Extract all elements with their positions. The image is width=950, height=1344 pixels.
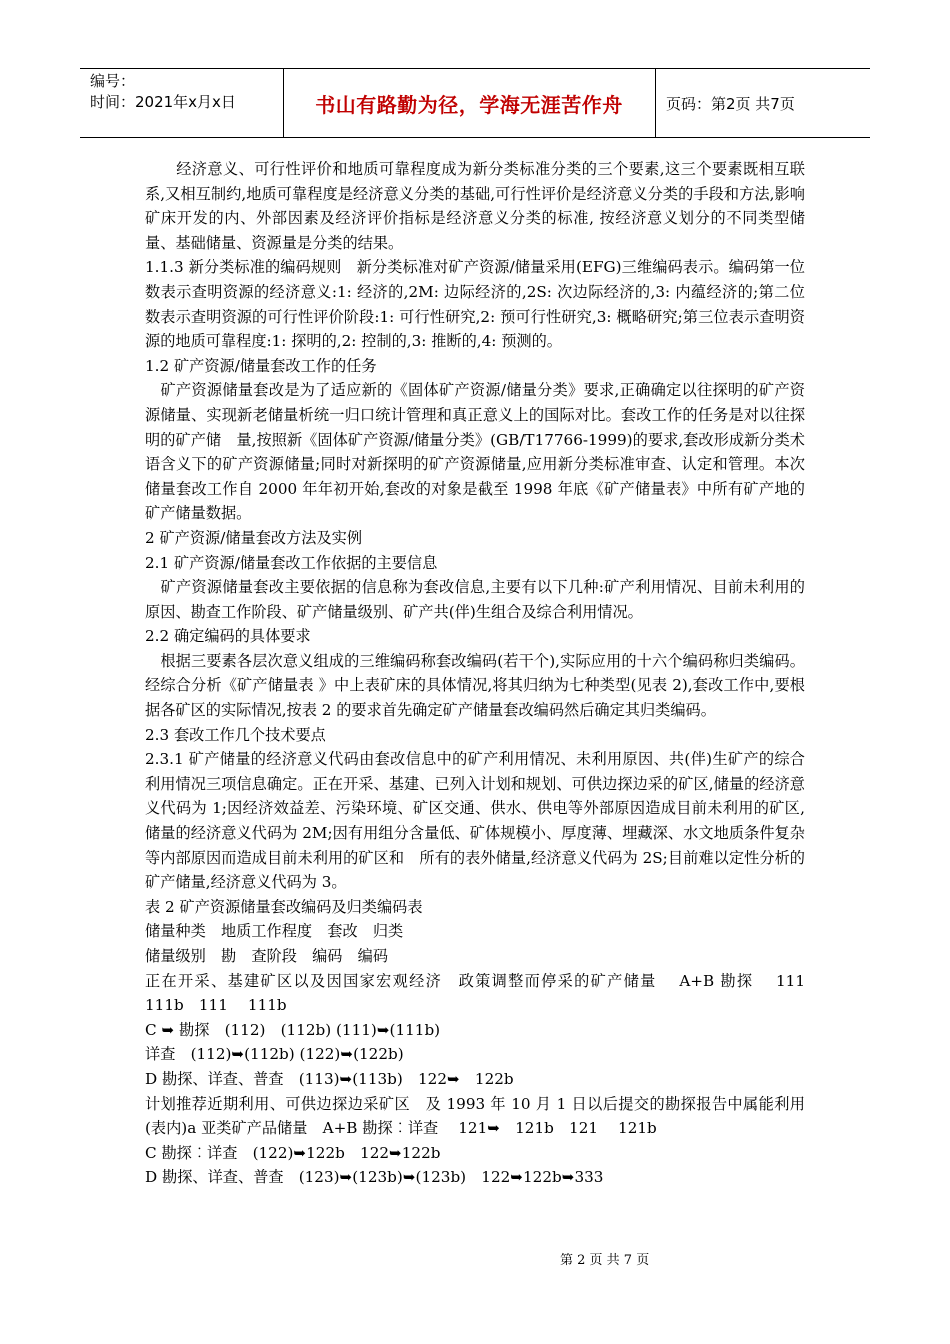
table-header-row-1: 储量种类 地质工作程度 套改 归类	[145, 922, 404, 941]
table-row: 详查 (112)➥(112b) (122)➥(122b)	[145, 1045, 404, 1064]
page-header	[80, 68, 870, 138]
section-heading-2-1: 2.1 矿产资源/储量套改工作依据的主要信息	[145, 553, 438, 572]
section-heading-2-3: 2.3 套改工作几个技术要点	[145, 725, 326, 744]
paragraph-task: 矿产资源储量套改是为了适应新的《固体矿产资源/储量分类》要求,正确确定以往探明的矿产资源储量、实现新老储量析统一归口统计管理和真正意义上的国际对比。套改工作的任务是对以往探明的矿产储 量,按照新《固体矿产资源/储量分类》(GB/T17766-1999)的要求,套改形成新分类术语含义下的矿产资源储量;同时对新探明的矿产资源储量,应用新分类标准审查、认定和管理。本次储量套改工作自 2000 年年初开始,套改的对象是截至 1998 年底《矿产储量表》中所有矿产地的矿产储量数据。	[145, 381, 805, 523]
header-motto: 书山有路勤为径，学海无涯苦作舟	[315, 92, 623, 117]
section-heading-2: 2 矿产资源/储量套改方法及实例	[145, 528, 363, 547]
table-row: C 勘探︰详查 (122)➥122b 122➥122b	[145, 1143, 441, 1162]
paragraph-intro: 经济意义、可行性评价和地质可靠程度成为新分类标准分类的三个要素,这三个要素既相互联系,又相互制约,地质可靠程度是经济意义分类的基础,可行性评价是经济意义分类的手段和方法,影响矿床开发的内、外部因素及经济评价指标是经济意义分类的标准, 按经济意义划分的不同类型储量、基础储量、资源量是分类的结果。	[145, 160, 805, 252]
table-header-row-2: 储量级别 勘 查阶段 编码 编码	[145, 947, 388, 965]
table-row: 计划推荐近期利用、可供边探边采矿区 及 1993 年 10 月 1 日以后提交的勘探报告中属能利用(表内)a 亚类矿产品储量 A+B 勘探︰详查 121➥ 121b 121 121b	[145, 1094, 805, 1138]
header-divider-right	[655, 69, 656, 137]
paragraph-coding-rules: 1.1.3 新分类标准的编码规则 新分类标准对矿产资源/储量采用(EFG)三维编码表示。编码第一位数表示查明资源的经济意义:1: 经济的,2M: 边际经济的,2S: 次边际经济的,3: 内蕴经济的;第二位数表示查明资源的可行性评价阶段:1: 可行性研究,2: 预可行性研究,3: 概略研究;第三位表示查明资源的地质可靠程度:1: 探明的,2: 控制的,3: 推断的,4: 预测的。	[145, 258, 805, 351]
table-row: 正在开采、基建矿区以及因国家宏观经济 政策调整而停采的矿产储量 A+B 勘探 111 111b 111 111b	[145, 971, 826, 1015]
section-heading-1-2: 1.2 矿产资源/储量套改工作的任务	[145, 356, 377, 375]
document-number-label: 编号：	[90, 72, 136, 90]
document-body	[145, 157, 826, 1190]
header-meta	[90, 71, 280, 113]
document-date-label: 时间：2021年x月x日	[90, 93, 236, 111]
table-row: D 勘探、详查、普查 (123)➥(123b)➥(123b) 122➥122b➥333	[145, 1168, 604, 1187]
paragraph-technical-points: 2.3.1 矿产储量的经济意义代码由套改信息中的矿产利用情况、未利用原因、共(伴)生矿产的综合利用情况三项信息确定。正在开采、基建、已列入计划和规划、可供边探边采的矿区,储量的经济意义代码为 1;因经济效益差、污染环境、矿区交通、供水、供电等外部原因造成目前未利用的矿区,储量的经济意义代码为 2M;因有用组分含量低、矿体规模小、厚度薄、埋藏深、水文地质条件复杂等内部原因而造成目前未利用的矿区和 所有的表外储量,经济意义代码为 2S;目前难以定性分析的矿产储量,经济意义代码为 3。	[145, 750, 805, 892]
table-caption: 表 2 矿产资源储量套改编码及归类编码表	[145, 897, 423, 916]
paragraph-coding-requirements: 根据三要素各层次意义组成的三维编码称套改编码(若干个),实际应用的十六个编码称归类编码。经综合分析《矿产储量表 》中上表矿床的具体情况,将其归纳为七种类型(见表 2),套改工作中,要根据各矿区的实际情况,按表 2 的要求首先确定矿产储量套改编码然后确定其归类编码。	[145, 651, 805, 720]
table-row: C ➥ 勘探 (112) (112b) (111)➥(111b)	[145, 1020, 441, 1039]
section-heading-2-2: 2.2 确定编码的具体要求	[145, 627, 311, 646]
paragraph-main-info: 矿产资源储量套改主要依据的信息称为套改信息,主要有以下几种:矿产利用情况、目前未利用的原因、勘查工作阶段、矿产储量级别、矿产共(伴)生组合及综合利用情况。	[145, 578, 805, 621]
header-page-number: 页码：第2页 共7页	[666, 94, 795, 113]
table-row: D 勘探、详查、普查 (113)➥(113b) 122➥ 122b	[145, 1069, 514, 1088]
page-footer: 第 2 页 共 7 页	[560, 1253, 650, 1268]
